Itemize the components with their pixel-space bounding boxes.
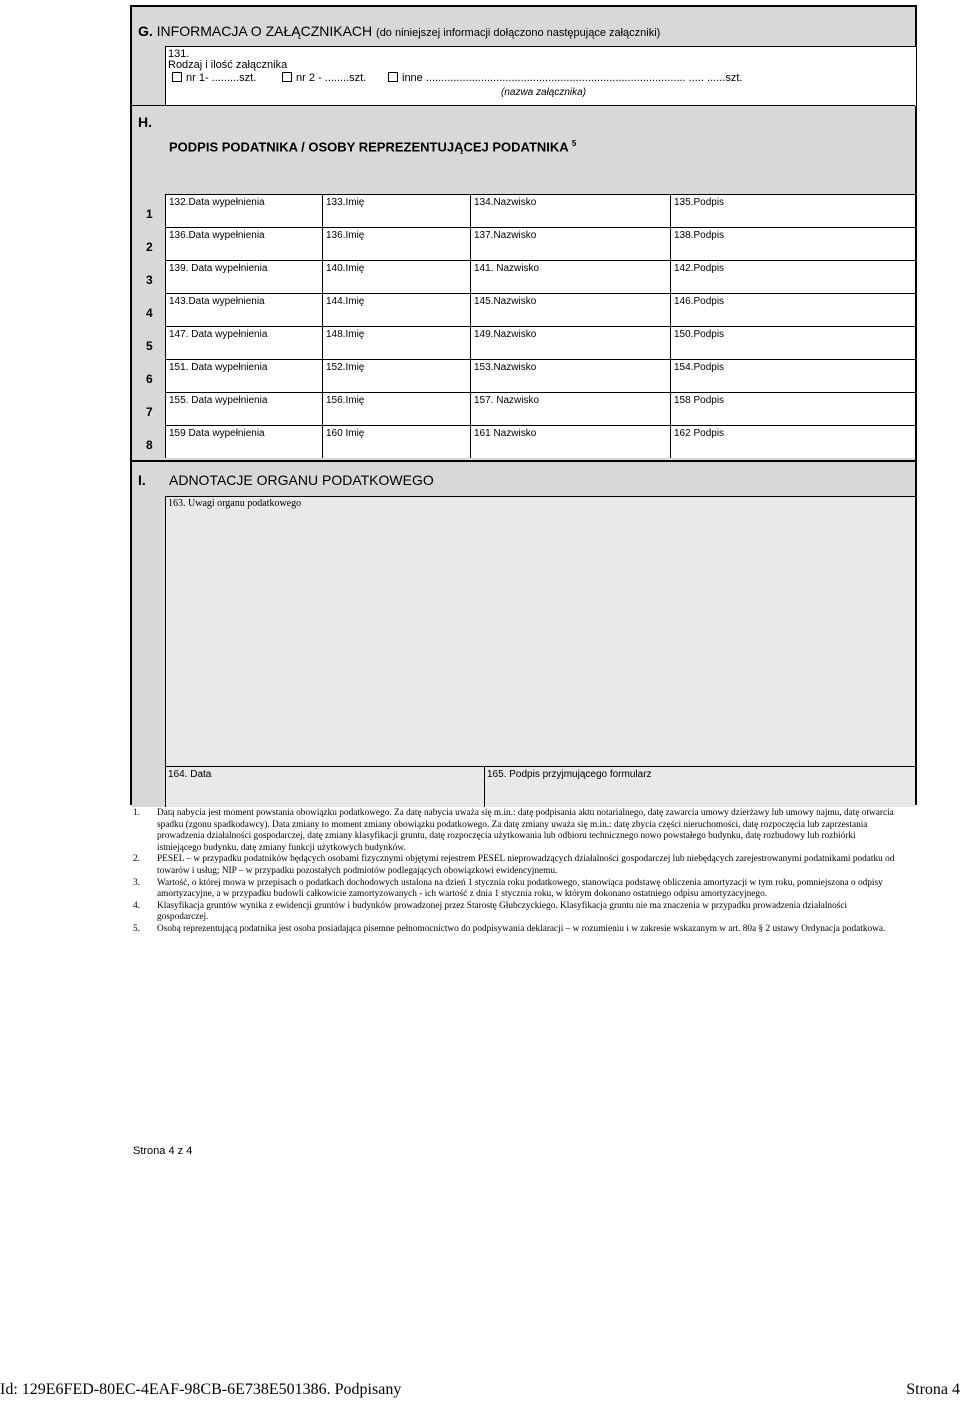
first-name-field[interactable]: 148.Imię xyxy=(322,327,470,359)
row-number: 5 xyxy=(146,339,153,353)
footnote xyxy=(133,924,898,936)
date-field[interactable]: 155. Data wypełnienia xyxy=(165,393,322,425)
first-name-field[interactable]: 156.Imię xyxy=(322,393,470,425)
last-name-field[interactable]: 134.Nazwisko xyxy=(470,195,670,227)
signature-field[interactable]: 138.Podpis xyxy=(670,228,915,260)
footnote-text: Wartość, o której mowa w przepisach o podatkach dochodowych ustalona na dzień 1 stycznia roku podatkowego, stanowiąca podstawę obliczenia amortyzacji w tym roku, pomniejszona o odpisy amortyzacyjne, a w przypadku budowli całkowicie zamortyzowanych - ich wartość z dnia 1 stycznia roku, w którym dokonano ostatniego odpisu amortyzacyjnego. xyxy=(157,877,883,900)
row-number: 1 xyxy=(146,207,153,221)
signature-row xyxy=(165,359,915,392)
attachment-option-other-label: inne ..................................................................................... ..... ......szt. xyxy=(402,72,743,84)
field-label: Rodzaj i ilość załącznika xyxy=(168,59,288,71)
signature-field[interactable]: 158 Podpis xyxy=(670,393,915,425)
document-id: Id: 129E6FED-80EC-4EAF-98CB-6E738E501386. Podpisany xyxy=(0,1381,402,1398)
checkbox-icon[interactable] xyxy=(282,72,292,82)
first-name-field[interactable]: 140.Imię xyxy=(322,261,470,293)
attachment-option-other[interactable] xyxy=(388,72,742,84)
attachment-option-1-label: nr 1- .........szt. xyxy=(186,72,257,84)
footnote-text: Datą nabycia jest moment powstania obowiązku podatkowego. Za datę nabycia uważa się m.in.: datę podpisania aktu notarialnego, datę zawarcia umowy dzierżawy lub umowy najmu, datę otwarcia spadku (zgonu spadkodawcy). Data zmiany to moment zmiany obowiązku podatkowego. Za datę zmiany uważa się m.in.: datę zbycia części nieruchomości, datę rozpoczęcia lub zaprzestania prowadzenia działalności gospodarczej, datę zmiany klasyfikacji gruntu, datę rozpoczęcia użytkowania lub odbioru technicznego nowo powstałego budynku, datę rozbudowy lub rozbiórki istniejącego budynku, datę zmiany funkcji użytkowych budynków. xyxy=(157,808,894,853)
signature-field[interactable]: 162 Podpis xyxy=(670,426,915,458)
row-number: 2 xyxy=(146,240,153,254)
signature-row xyxy=(165,425,915,458)
last-name-field[interactable]: 149.Nazwisko xyxy=(470,327,670,359)
first-name-field[interactable]: 160 Imię xyxy=(322,426,470,458)
form-frame xyxy=(130,5,917,805)
last-name-field[interactable]: 161 Nazwisko xyxy=(470,426,670,458)
attachment-option-2[interactable] xyxy=(282,72,366,84)
section-i xyxy=(132,460,915,807)
footnote-marker: 5 xyxy=(571,139,577,148)
checkbox-icon[interactable] xyxy=(388,72,398,82)
signature-field[interactable]: 142.Podpis xyxy=(670,261,915,293)
first-name-field[interactable]: 152.Imię xyxy=(322,360,470,392)
footnote-number: 2. xyxy=(133,854,140,865)
section-g-header xyxy=(138,23,660,39)
signature-row xyxy=(165,293,915,326)
field-number: 131. xyxy=(168,48,190,60)
section-g-title: INFORMACJA O ZAŁĄCZNIKACH xyxy=(156,23,373,39)
signature-row xyxy=(165,194,915,227)
signature-row xyxy=(165,260,915,293)
receiver-signature-label: 165. Podpis przyjmującego formularz xyxy=(487,769,652,780)
section-g-subtitle: (do niniejszej informacji dołączono następujące załączniki) xyxy=(376,27,661,39)
signature-row xyxy=(165,392,915,425)
section-h-letter: H. xyxy=(138,114,152,130)
footnotes xyxy=(133,808,898,936)
receiver-signature-field xyxy=(484,767,917,807)
section-h-title xyxy=(169,139,576,154)
attachments-field xyxy=(165,46,916,106)
attachment-option-1[interactable] xyxy=(172,72,256,84)
date-field[interactable]: 143.Data wypełnienia xyxy=(165,294,322,326)
footnote xyxy=(133,854,898,877)
first-name-field[interactable]: 144.Imię xyxy=(322,294,470,326)
remarks-field xyxy=(165,496,915,766)
section-i-letter: I. xyxy=(138,472,146,488)
footnote-text: PESEL – w przypadku podatników będących osobami fizycznymi objętymi rejestrem PESEL nieprowadzących działalności gospodarczej lub niebędących zarejestrowanymi podatnikami podatku od towarów i usług; NIP – w przypadku pozostałych podmiotów podlegających obowiązkowi ewidencyjnemu. xyxy=(157,854,895,876)
date-label: 164. Data xyxy=(168,769,212,780)
office-fields xyxy=(165,766,915,807)
row-number: 8 xyxy=(146,438,153,452)
signature-field[interactable]: 154.Podpis xyxy=(670,360,915,392)
footnote-text: Osobą reprezentującą podatnika jest osoba posiadająca pisemne pełnomocnictwo do podpisywania deklaracji – w rozumieniu i w zakresie wskazanym w art. 80a § 2 ustawy Ordynacja podatkowa. xyxy=(157,923,886,934)
date-field[interactable]: 136.Data wypełnienia xyxy=(165,228,322,260)
section-h xyxy=(132,105,915,461)
last-name-field[interactable]: 145.Nazwisko xyxy=(470,294,670,326)
row-number: 7 xyxy=(146,405,153,419)
last-name-field[interactable]: 141. Nazwisko xyxy=(470,261,670,293)
date-field[interactable]: 139. Data wypełnienia xyxy=(165,261,322,293)
row-number: 6 xyxy=(146,372,153,386)
date-field[interactable]: 132.Data wypełnienia xyxy=(165,195,322,227)
section-g xyxy=(132,7,915,107)
footnote xyxy=(133,901,898,924)
first-name-field[interactable]: 133.Imię xyxy=(322,195,470,227)
footnote xyxy=(133,878,898,901)
section-g-letter: G. xyxy=(138,23,153,39)
attachment-option-2-label: nr 2 - ........szt. xyxy=(296,72,367,84)
date-field[interactable]: 147. Data wypełnienia xyxy=(165,327,322,359)
attachment-name-hint: (nazwa załącznika) xyxy=(501,87,587,98)
footnote-text: Klasyfikacja gruntów wynika z ewidencji gruntów i budynków prowadzonej przez Starostę Głubczyckiego. Klasyfikacja gruntu nie ma znaczenia w przypadku prowadzenia działalności gospodarczej. xyxy=(157,900,848,923)
checkbox-icon[interactable] xyxy=(172,72,182,82)
first-name-field[interactable]: 136.Imię xyxy=(322,228,470,260)
last-name-field[interactable]: 157. Nazwisko xyxy=(470,393,670,425)
footnote xyxy=(133,808,898,854)
row-number: 3 xyxy=(146,273,153,287)
signature-row xyxy=(165,227,915,260)
section-h-title-text: PODPIS PODATNIKA / OSOBY REPREZENTUJĄCEJ PODATNIKA xyxy=(169,139,569,155)
date-field[interactable]: 151. Data wypełnienia xyxy=(165,360,322,392)
footnote-number: 5. xyxy=(133,923,140,934)
footnote-number: 1. xyxy=(133,808,140,818)
remarks-label: 163. Uwagi organu podatkowego xyxy=(168,498,302,509)
signature-field[interactable]: 146.Podpis xyxy=(670,294,915,326)
date-field[interactable]: 159 Data wypełnienia xyxy=(165,426,322,458)
section-i-title: ADNOTACJE ORGANU PODATKOWEGO xyxy=(169,472,434,488)
footnote-number: 4. xyxy=(133,900,140,911)
signature-row xyxy=(165,326,915,359)
signature-field[interactable]: 150.Podpis xyxy=(670,327,915,359)
signature-field[interactable]: 135.Podpis xyxy=(670,195,915,227)
last-name-field[interactable]: 137.Nazwisko xyxy=(470,228,670,260)
footnote-number: 3. xyxy=(133,877,140,888)
row-number: 4 xyxy=(146,306,153,320)
last-name-field[interactable]: 153.Nazwisko xyxy=(470,360,670,392)
footer-page: Strona 4 xyxy=(906,1381,960,1398)
page-number: Strona 4 z 4 xyxy=(133,1145,193,1157)
